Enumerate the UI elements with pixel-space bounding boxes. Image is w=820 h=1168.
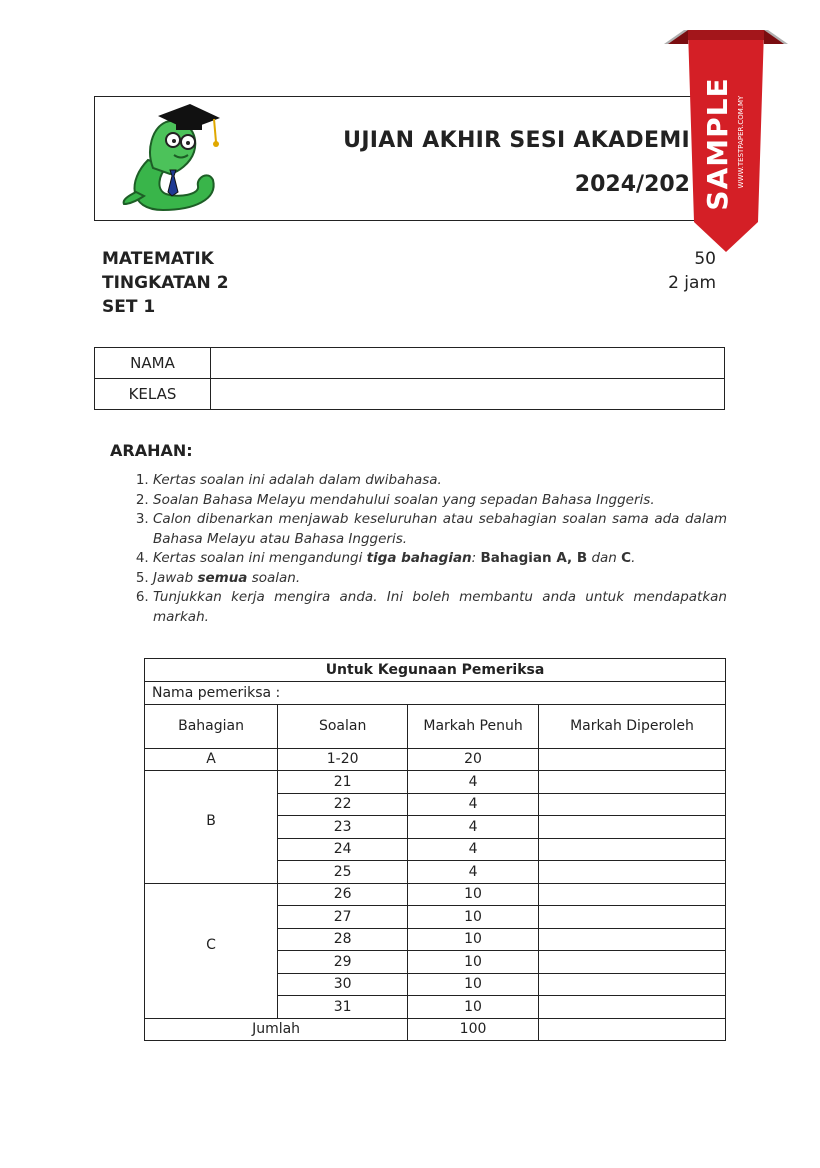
instruction-text: Tunjukkan kerja mengira anda. Ini boleh membantu anda untuk mendapatkan markah.: [153, 589, 727, 625]
exam-year: 2024/202: [574, 172, 690, 197]
instruction-text: Calon dibenarkan menjawab keseluruhan atau sebahagian soalan sama ada dalam Bahasa Melayu atau Bahasa Inggeris.: [153, 511, 727, 547]
instruction-text: Soalan Bahasa Melayu mendahului soalan yang sepadan Bahasa Inggeris.: [153, 491, 655, 508]
marks-obtained-cell[interactable]: [538, 861, 725, 884]
instruction-text: semua: [197, 569, 248, 586]
ribbon-site-label: WWW.TESTPAPER.COM.MY: [737, 95, 745, 189]
marks-obtained-cell[interactable]: [538, 883, 725, 906]
marks-obtained-cell[interactable]: [538, 951, 725, 974]
exam-title: UJIAN AKHIR SESI AKADEMI: [343, 128, 690, 153]
instruction-item: [153, 471, 727, 491]
student-field-label: NAMA: [95, 348, 211, 379]
question-cell: 29: [278, 951, 408, 974]
full-marks-cell: 20: [408, 748, 539, 771]
question-cell: 24: [278, 838, 408, 861]
subject-label: MATEMATIK: [102, 249, 214, 269]
column-header: Markah Penuh: [408, 704, 539, 748]
section-cell: B: [145, 771, 278, 884]
marks-obtained-cell[interactable]: [538, 906, 725, 929]
instruction-text: dan: [587, 550, 622, 566]
question-cell: 21: [278, 771, 408, 794]
instruction-item: [153, 510, 727, 549]
instruction-text: tiga bahagian: [366, 550, 472, 566]
total-value: 100: [408, 1018, 539, 1041]
total-row: [145, 1018, 726, 1041]
student-field-input[interactable]: [211, 379, 725, 410]
question-cell: 30: [278, 973, 408, 996]
column-header: Markah Diperoleh: [538, 704, 725, 748]
examiner-title-row: [145, 659, 726, 682]
student-details-table: [94, 347, 725, 410]
question-cell: 27: [278, 906, 408, 929]
column-header: Soalan: [278, 704, 408, 748]
marks-obtained-cell[interactable]: [538, 838, 725, 861]
full-marks-cell: 4: [408, 861, 539, 884]
total-marks: 50: [694, 249, 716, 269]
instruction-text: Jawab: [153, 569, 198, 586]
full-marks-cell: 4: [408, 838, 539, 861]
instructions-list: [128, 471, 727, 627]
sample-ribbon: [664, 26, 788, 258]
examiner-table: [144, 658, 726, 1041]
instruction-text: :: [471, 550, 481, 566]
examiner-name-row: [145, 682, 726, 705]
marks-obtained-cell[interactable]: [538, 928, 725, 951]
full-marks-cell: 10: [408, 906, 539, 929]
question-cell: 31: [278, 996, 408, 1019]
question-cell: 22: [278, 793, 408, 816]
examiner-name-label: Nama pemeriksa :: [145, 682, 726, 705]
marks-obtained-cell[interactable]: [538, 816, 725, 839]
total-obtained-cell[interactable]: [538, 1018, 725, 1041]
instruction-item: [153, 569, 727, 589]
student-field-row: [95, 379, 725, 410]
instruction-text: soalan.: [247, 569, 301, 586]
marks-obtained-cell[interactable]: [538, 771, 725, 794]
question-cell: 25: [278, 861, 408, 884]
marks-obtained-cell[interactable]: [538, 793, 725, 816]
table-row: [145, 771, 726, 794]
examiner-header-row: [145, 704, 726, 748]
marks-obtained-cell[interactable]: [538, 996, 725, 1019]
set-label: SET 1: [102, 297, 156, 317]
student-field-label: KELAS: [95, 379, 211, 410]
instruction-text: .: [631, 550, 636, 566]
question-cell: 28: [278, 928, 408, 951]
question-cell: 23: [278, 816, 408, 839]
instruction-text: Kertas soalan ini mengandungi: [153, 550, 367, 566]
marks-obtained-cell[interactable]: [538, 973, 725, 996]
full-marks-cell: 10: [408, 883, 539, 906]
column-header: Bahagian: [145, 704, 278, 748]
question-cell: 1-20: [278, 748, 408, 771]
bookworm-mascot-logo: [118, 100, 228, 218]
question-cell: 26: [278, 883, 408, 906]
table-row: [145, 748, 726, 771]
instruction-item: [153, 491, 727, 511]
instruction-item: [153, 588, 727, 627]
full-marks-cell: 4: [408, 793, 539, 816]
full-marks-cell: 10: [408, 951, 539, 974]
student-field-input[interactable]: [211, 348, 725, 379]
instruction-text: Kertas soalan ini adalah dalam dwibahasa.: [153, 472, 442, 488]
section-cell: C: [145, 883, 278, 1018]
form-label: TINGKATAN 2: [102, 273, 229, 293]
instruction-text: Bahagian A, B: [480, 550, 588, 566]
table-row: [145, 883, 726, 906]
duration: 2 jam: [668, 273, 716, 293]
instruction-text: C: [621, 550, 632, 566]
examiner-table-title: Untuk Kegunaan Pemeriksa: [145, 659, 726, 682]
total-label: Jumlah: [145, 1018, 408, 1041]
full-marks-cell: 4: [408, 771, 539, 794]
instruction-item: [153, 549, 727, 569]
full-marks-cell: 10: [408, 996, 539, 1019]
instructions-heading: ARAHAN:: [110, 441, 193, 460]
ribbon-sample-label: SAMPLE: [701, 77, 734, 211]
full-marks-cell: 10: [408, 928, 539, 951]
section-cell: A: [145, 748, 278, 771]
marks-obtained-cell[interactable]: [538, 748, 725, 771]
full-marks-cell: 4: [408, 816, 539, 839]
student-field-row: [95, 348, 725, 379]
full-marks-cell: 10: [408, 973, 539, 996]
